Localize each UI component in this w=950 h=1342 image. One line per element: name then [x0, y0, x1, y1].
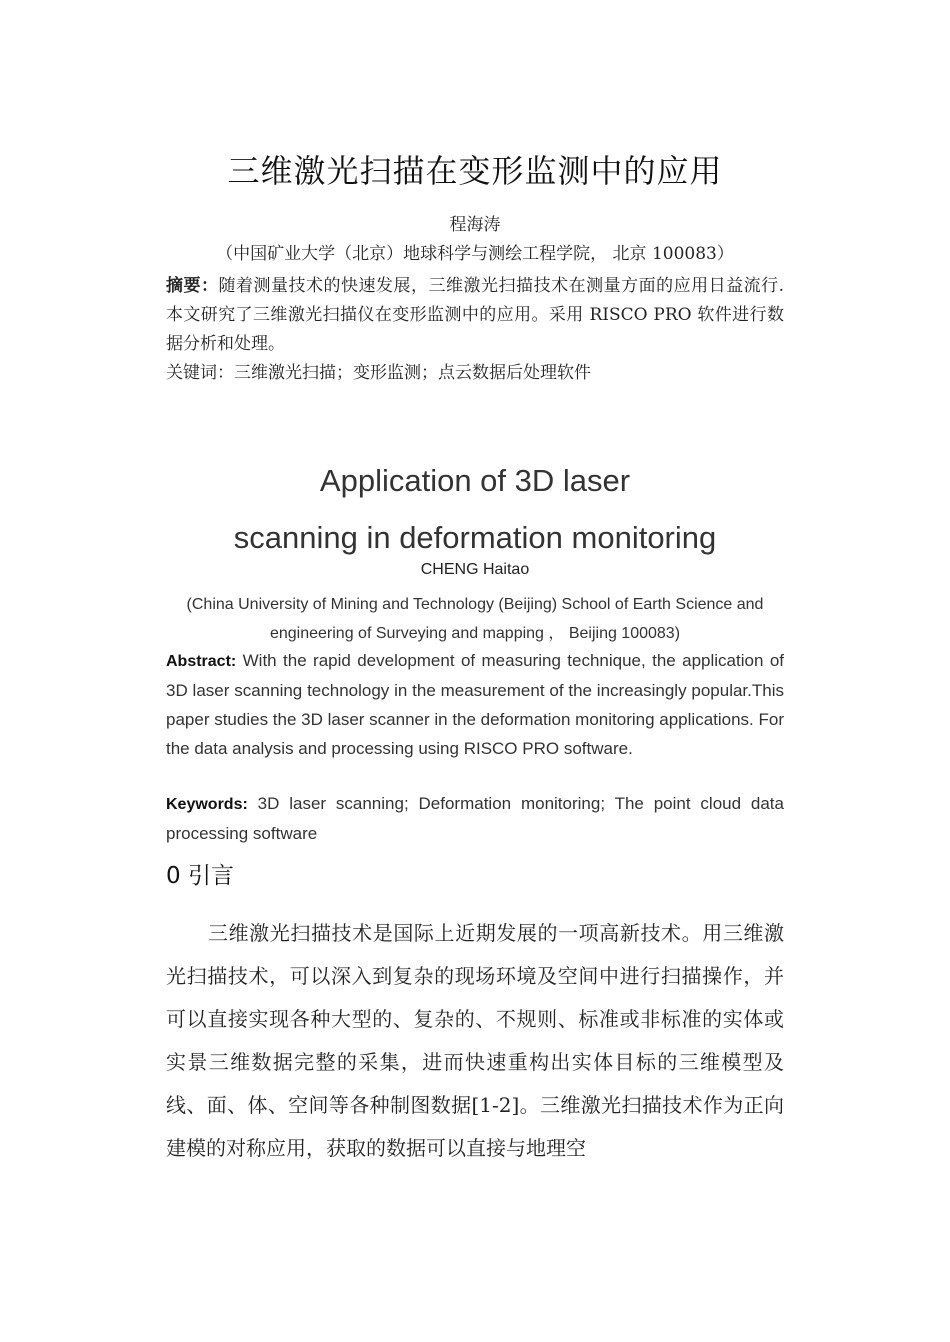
english-affiliation: (China University of Mining and Technology (Beijing) School of Earth Science and engineering of Surveying and mapping ， Beijing 100083): [186, 596, 764, 642]
english-title: [166, 452, 784, 566]
english-author: CHENG Haitao: [420, 561, 530, 578]
english-abstract: [166, 646, 784, 763]
english-keywords-text: 3D laser scanning; Deformation monitoring; The point cloud data processing software: [166, 794, 784, 843]
section-heading-introduction: 0 引言: [166, 863, 234, 889]
chinese-keywords: 关键词：三维激光扫描；变形监测；点云数据后处理软件: [166, 363, 591, 383]
chinese-affiliation: （中国矿业大学（北京）地球科学与测绘工程学院， 北京 100083）: [216, 244, 734, 264]
english-abstract-label: Abstract:: [166, 653, 237, 670]
english-keywords: [166, 789, 784, 848]
english-keywords-label: Keywords:: [166, 796, 248, 813]
introduction-paragraph: 三维激光扫描技术是国际上近期发展的一项高新技术。用三维激光扫描技术，可以深入到复杂的现场环境及空间中进行扫描操作，并可以直接实现各种大型的、复杂的、不规则、标准或非标准的实体或实景三维数据完整的采集，进而快速重构出实体目标的三维模型及线、面、体、空间等各种制图数据[1-2]。三维激光扫描技术作为正向建模的对称应用，获取的数据可以直接与地理空: [166, 921, 784, 1160]
chinese-abstract-text: 随着测量技术的快速发展，三维激光扫描技术在测量方面的应用日益流行. 本文研究了三维激光扫描仪在变形监测中的应用。采用 RISCO PRO 软件进行数据分析和处理。: [166, 276, 785, 354]
chinese-abstract-label: 摘要：: [166, 276, 219, 296]
chinese-abstract: [166, 272, 784, 359]
chinese-title: 三维激光扫描在变形监测中的应用: [227, 152, 723, 190]
english-title-line-2: scanning in deformation monitoring: [233, 520, 717, 555]
chinese-author: 程海涛: [449, 215, 501, 235]
english-abstract-text: With the rapid development of measuring technique, the application of 3D laser scanning technology in the measurement of the increasingly popular.This paper studies the 3D laser scanner in the deformation monitoring applications. For the data analysis and processing using RISCO PRO software.: [166, 651, 785, 758]
english-title-line-1: Application of 3D laser: [319, 463, 631, 498]
